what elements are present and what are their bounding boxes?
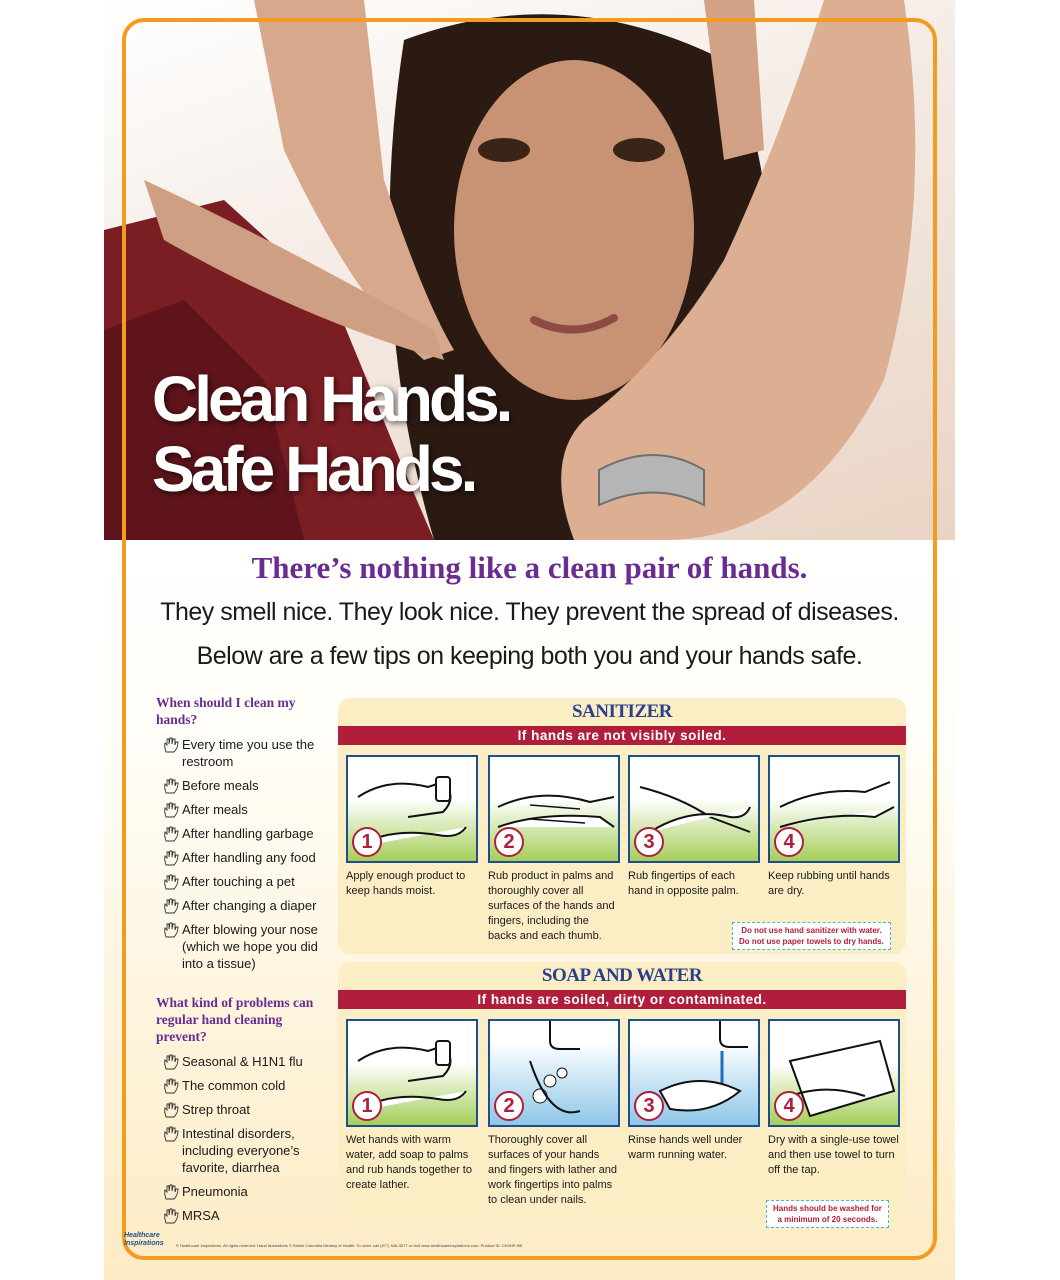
subtitle-line-1: They smell nice. They look nice. They prevent the spread of diseases. <box>160 598 899 626</box>
step-text: Rub fingertips of each hand in opposite palm. <box>628 870 739 897</box>
sanitizer-note-line-2: Do not use paper towels to dry hands. <box>739 937 884 946</box>
hand-icon <box>162 921 180 939</box>
list-item <box>156 1125 336 1176</box>
list-item <box>156 1077 336 1094</box>
tips-sidebar <box>156 694 336 1231</box>
sanitizer-panel <box>338 698 906 954</box>
sanitizer-note-line-1: Do not use hand sanitizer with water. <box>741 926 882 935</box>
hand-icon <box>162 873 180 891</box>
list-item <box>156 1183 336 1200</box>
hand-icon <box>162 801 180 819</box>
when-list <box>156 736 336 972</box>
when-heading: When should I clean my hands? <box>156 695 296 727</box>
hand-icon <box>162 1077 180 1095</box>
step-number: 4 <box>774 827 804 857</box>
step-3 <box>628 1019 760 1163</box>
step-3 <box>628 755 760 899</box>
list-item <box>156 1207 336 1224</box>
hand-icon <box>162 1125 180 1143</box>
sanitizer-title: SANITIZER <box>571 701 673 722</box>
hand-icon <box>162 1101 180 1119</box>
hand-icon <box>162 825 180 843</box>
step-illustration <box>346 1019 478 1127</box>
step-text: Rub product in palms and thoroughly cover all surfaces of the hands and fingers, including the backs and each thumb. <box>488 870 615 942</box>
step-illustration <box>346 755 478 863</box>
sanitizer-banner: If hands are not visibly soiled. <box>338 726 906 745</box>
hand-icon <box>162 849 180 867</box>
headline-line-2: Safe Hands. <box>152 433 475 505</box>
step-number: 1 <box>352 827 382 857</box>
step-4 <box>768 1019 900 1178</box>
headline-line-1: Clean Hands. <box>152 363 510 435</box>
step-2 <box>488 755 620 944</box>
list-item <box>156 873 336 890</box>
step-number: 3 <box>634 1091 664 1121</box>
step-illustration <box>628 755 760 863</box>
list-item-text: After touching a pet <box>182 874 295 889</box>
step-text: Keep rubbing until hands are dry. <box>768 870 890 897</box>
tagline: There’s nothing like a clean pair of hands. <box>251 550 808 585</box>
step-text: Dry with a single-use towel and then use towel to turn off the tap. <box>768 1134 899 1176</box>
logo-line-1: Healthcare <box>124 1232 160 1239</box>
step-illustration <box>768 1019 900 1127</box>
healthcare-inspirations-logo <box>124 1232 164 1248</box>
problems-heading: What kind of problems can regular hand cleaning prevent? <box>156 995 314 1044</box>
list-item-text: After handling any food <box>182 850 316 865</box>
sanitizer-note <box>732 922 891 950</box>
step-number: 2 <box>494 1091 524 1121</box>
step-number: 1 <box>352 1091 382 1121</box>
list-item <box>156 921 336 972</box>
list-item-text: After handling garbage <box>182 826 314 841</box>
soap-note-line-1: Hands should be washed for <box>773 1204 882 1213</box>
list-item <box>156 1101 336 1118</box>
step-number: 4 <box>774 1091 804 1121</box>
step-1 <box>346 755 478 899</box>
step-illustration <box>488 1019 620 1127</box>
soap-steps <box>338 1009 906 1209</box>
list-item-text: After blowing your nose (which we hope you did into a tissue) <box>182 922 318 971</box>
hand-icon <box>162 1207 180 1225</box>
list-item-text: Before meals <box>182 778 259 793</box>
list-item <box>156 849 336 866</box>
hand-icon <box>162 777 180 795</box>
list-item <box>156 736 336 770</box>
step-1 <box>346 1019 478 1193</box>
footer <box>124 1232 924 1254</box>
step-text: Thoroughly cover all surfaces of your hands and fingers with lather and work fingertips into palms to clean under nails. <box>488 1134 618 1206</box>
soap-note-line-2: a minimum of 20 seconds. <box>777 1215 878 1224</box>
soap-title: SOAP AND WATER <box>541 965 703 986</box>
list-item-text: After changing a diaper <box>182 898 317 913</box>
list-item <box>156 897 336 914</box>
hero-photo <box>104 0 955 540</box>
step-illustration <box>768 755 900 863</box>
step-number: 2 <box>494 827 524 857</box>
step-illustration <box>488 755 620 863</box>
subtitle-line-2: Below are a few tips on keeping both you and your hands safe. <box>196 642 863 670</box>
step-illustration <box>628 1019 760 1127</box>
list-item-text: Strep throat <box>182 1102 250 1117</box>
step-text: Wet hands with warm water, add soap to palms and rub hands together to create lather. <box>346 1134 472 1191</box>
step-2 <box>488 1019 620 1208</box>
list-item-text: The common cold <box>182 1078 286 1093</box>
step-number: 3 <box>634 827 664 857</box>
hand-icon <box>162 1053 180 1071</box>
list-item-text: Pneumonia <box>182 1184 248 1199</box>
hand-icon <box>162 897 180 915</box>
logo-line-2: Inspirations <box>124 1240 164 1247</box>
problems-list <box>156 1053 336 1224</box>
list-item-text: After meals <box>182 802 248 817</box>
list-item <box>156 801 336 818</box>
step-text: Rinse hands well under warm running water. <box>628 1134 743 1161</box>
step-text: Apply enough product to keep hands moist. <box>346 870 466 897</box>
sanitizer-steps <box>338 745 906 945</box>
hand-icon <box>162 1183 180 1201</box>
fine-print: © Healthcare Inspirations. All rights reserved. Hand illustrations © British Columbia Ministry of Health. To order, call (877) 546-3077 or visit www.healthcareinspirations.com. Product ID: CH3HP-HB <box>176 1243 523 1248</box>
list-item <box>156 777 336 794</box>
poster <box>104 0 955 1280</box>
hand-icon <box>162 736 180 754</box>
list-item-text: Seasonal & H1N1 flu <box>182 1054 303 1069</box>
step-4 <box>768 755 900 899</box>
headline <box>152 364 509 504</box>
list-item-text: MRSA <box>182 1208 220 1223</box>
soap-note <box>766 1200 889 1228</box>
list-item-text: Intestinal disorders, including everyone’s favorite, diarrhea <box>182 1126 300 1175</box>
list-item <box>156 825 336 842</box>
list-item <box>156 1053 336 1070</box>
list-item-text: Every time you use the restroom <box>182 737 315 769</box>
soap-panel <box>338 962 906 1224</box>
soap-banner: If hands are soiled, dirty or contaminated. <box>338 990 906 1009</box>
